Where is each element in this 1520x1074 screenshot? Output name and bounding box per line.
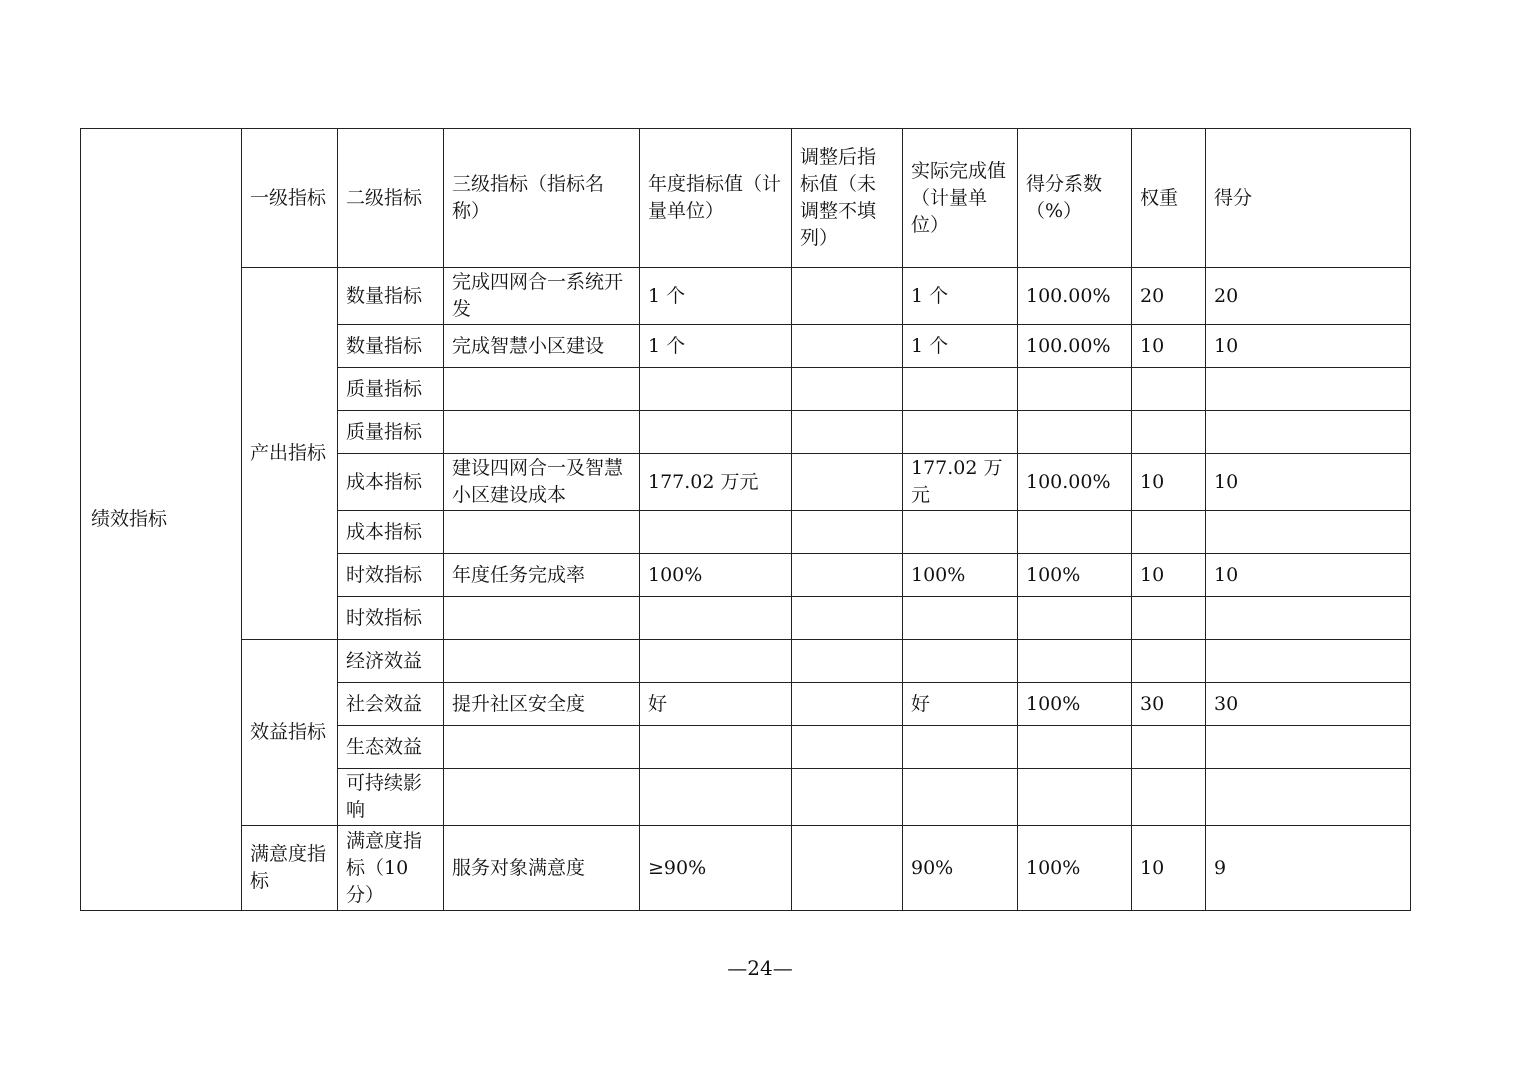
cell-level2: 数量指标 — [338, 268, 444, 325]
cell-level2: 经济效益 — [338, 640, 444, 683]
cell-level2: 可持续影响 — [338, 769, 444, 826]
cell-coefficient: 100.00% — [1018, 268, 1132, 325]
header-weight: 权重 — [1132, 129, 1206, 268]
cell-score — [1206, 640, 1411, 683]
cell-actual — [903, 368, 1018, 411]
cell-annual-target — [640, 597, 792, 640]
cell-actual — [903, 511, 1018, 554]
cell-score — [1206, 511, 1411, 554]
cell-score: 10 — [1206, 454, 1411, 511]
cell-level3: 提升社区安全度 — [444, 683, 640, 726]
cell-level2: 成本指标 — [338, 511, 444, 554]
cell-weight: 10 — [1132, 454, 1206, 511]
cell-annual-target — [640, 769, 792, 826]
cell-weight — [1132, 368, 1206, 411]
cell-weight — [1132, 411, 1206, 454]
cell-level3 — [444, 726, 640, 769]
table-row — [81, 826, 1411, 911]
cell-level2: 时效指标 — [338, 554, 444, 597]
cell-actual — [903, 640, 1018, 683]
cell-score: 10 — [1206, 554, 1411, 597]
cell-level2: 时效指标 — [338, 597, 444, 640]
performance-indicator-table — [80, 128, 1411, 911]
cell-annual-target: 好 — [640, 683, 792, 726]
cell-level3: 服务对象满意度 — [444, 826, 640, 911]
cell-adjusted-target — [792, 554, 903, 597]
cell-score — [1206, 411, 1411, 454]
cell-score: 10 — [1206, 325, 1411, 368]
cell-weight — [1132, 597, 1206, 640]
cell-score: 9 — [1206, 826, 1411, 911]
cell-annual-target: 1 个 — [640, 325, 792, 368]
cell-coefficient: 100% — [1018, 554, 1132, 597]
cell-level2: 社会效益 — [338, 683, 444, 726]
cell-score — [1206, 726, 1411, 769]
cell-level2: 成本指标 — [338, 454, 444, 511]
cell-level3 — [444, 511, 640, 554]
cell-actual — [903, 769, 1018, 826]
cell-adjusted-target — [792, 454, 903, 511]
cell-level3: 完成智慧小区建设 — [444, 325, 640, 368]
cell-level2: 生态效益 — [338, 726, 444, 769]
cell-coefficient: 100% — [1018, 826, 1132, 911]
header-coefficient: 得分系数（%） — [1018, 129, 1132, 268]
cell-annual-target — [640, 640, 792, 683]
cell-actual: 1 个 — [903, 325, 1018, 368]
cell-level3 — [444, 769, 640, 826]
group-label-satisfaction: 满意度指标 — [242, 826, 338, 911]
cell-adjusted-target — [792, 826, 903, 911]
page-number: —24— — [727, 956, 793, 980]
cell-adjusted-target — [792, 769, 903, 826]
cell-level3 — [444, 597, 640, 640]
cell-weight: 30 — [1132, 683, 1206, 726]
cell-level2: 满意度指标（10分） — [338, 826, 444, 911]
cell-weight — [1132, 511, 1206, 554]
table-row — [81, 268, 1411, 325]
cell-actual — [903, 597, 1018, 640]
cell-weight: 10 — [1132, 325, 1206, 368]
cell-score — [1206, 368, 1411, 411]
cell-adjusted-target — [792, 268, 903, 325]
cell-adjusted-target — [792, 726, 903, 769]
cell-actual — [903, 411, 1018, 454]
cell-weight: 20 — [1132, 268, 1206, 325]
cell-actual — [903, 726, 1018, 769]
group-label-benefit: 效益指标 — [242, 640, 338, 826]
cell-score: 20 — [1206, 268, 1411, 325]
cell-level3 — [444, 640, 640, 683]
cell-score — [1206, 769, 1411, 826]
cell-annual-target: ≥90% — [640, 826, 792, 911]
cell-coefficient: 100.00% — [1018, 454, 1132, 511]
cell-actual: 90% — [903, 826, 1018, 911]
cell-coefficient: 100.00% — [1018, 325, 1132, 368]
table-row — [81, 640, 1411, 683]
cell-score — [1206, 597, 1411, 640]
cell-annual-target: 100% — [640, 554, 792, 597]
header-row — [81, 129, 1411, 268]
cell-level2: 质量指标 — [338, 411, 444, 454]
header-level3: 三级指标（指标名称） — [444, 129, 640, 268]
cell-adjusted-target — [792, 411, 903, 454]
header-level2: 二级指标 — [338, 129, 444, 268]
header-actual: 实际完成值（计量单位） — [903, 129, 1018, 268]
header-score: 得分 — [1206, 129, 1411, 268]
cell-adjusted-target — [792, 640, 903, 683]
cell-coefficient: 100% — [1018, 683, 1132, 726]
cell-coefficient — [1018, 726, 1132, 769]
cell-coefficient — [1018, 640, 1132, 683]
cell-weight: 10 — [1132, 826, 1206, 911]
cell-score: 30 — [1206, 683, 1411, 726]
cell-annual-target — [640, 726, 792, 769]
cell-weight — [1132, 769, 1206, 826]
cell-annual-target: 177.02 万元 — [640, 454, 792, 511]
cell-level2: 数量指标 — [338, 325, 444, 368]
cell-adjusted-target — [792, 325, 903, 368]
cell-annual-target — [640, 368, 792, 411]
group-label-output: 产出指标 — [242, 268, 338, 640]
cell-adjusted-target — [792, 597, 903, 640]
cell-level2: 质量指标 — [338, 368, 444, 411]
cell-actual: 100% — [903, 554, 1018, 597]
cell-weight — [1132, 726, 1206, 769]
cell-actual: 好 — [903, 683, 1018, 726]
cell-adjusted-target — [792, 511, 903, 554]
cell-annual-target: 1 个 — [640, 268, 792, 325]
header-level1: 一级指标 — [242, 129, 338, 268]
cell-actual: 1 个 — [903, 268, 1018, 325]
cell-level3 — [444, 411, 640, 454]
cell-level3: 完成四网合一系统开发 — [444, 268, 640, 325]
cell-level3: 建设四网合一及智慧小区建设成本 — [444, 454, 640, 511]
header-adjusted-target: 调整后指标值（未调整不填列） — [792, 129, 903, 268]
cell-coefficient — [1018, 368, 1132, 411]
cell-annual-target — [640, 511, 792, 554]
cell-coefficient — [1018, 511, 1132, 554]
section-label-cell: 绩效指标 — [81, 129, 242, 911]
cell-adjusted-target — [792, 368, 903, 411]
cell-adjusted-target — [792, 683, 903, 726]
cell-level3 — [444, 368, 640, 411]
cell-level3: 年度任务完成率 — [444, 554, 640, 597]
cell-weight — [1132, 640, 1206, 683]
cell-weight: 10 — [1132, 554, 1206, 597]
cell-coefficient — [1018, 411, 1132, 454]
cell-annual-target — [640, 411, 792, 454]
header-annual-target: 年度指标值（计量单位） — [640, 129, 792, 268]
cell-actual: 177.02 万元 — [903, 454, 1018, 511]
cell-coefficient — [1018, 769, 1132, 826]
cell-coefficient — [1018, 597, 1132, 640]
